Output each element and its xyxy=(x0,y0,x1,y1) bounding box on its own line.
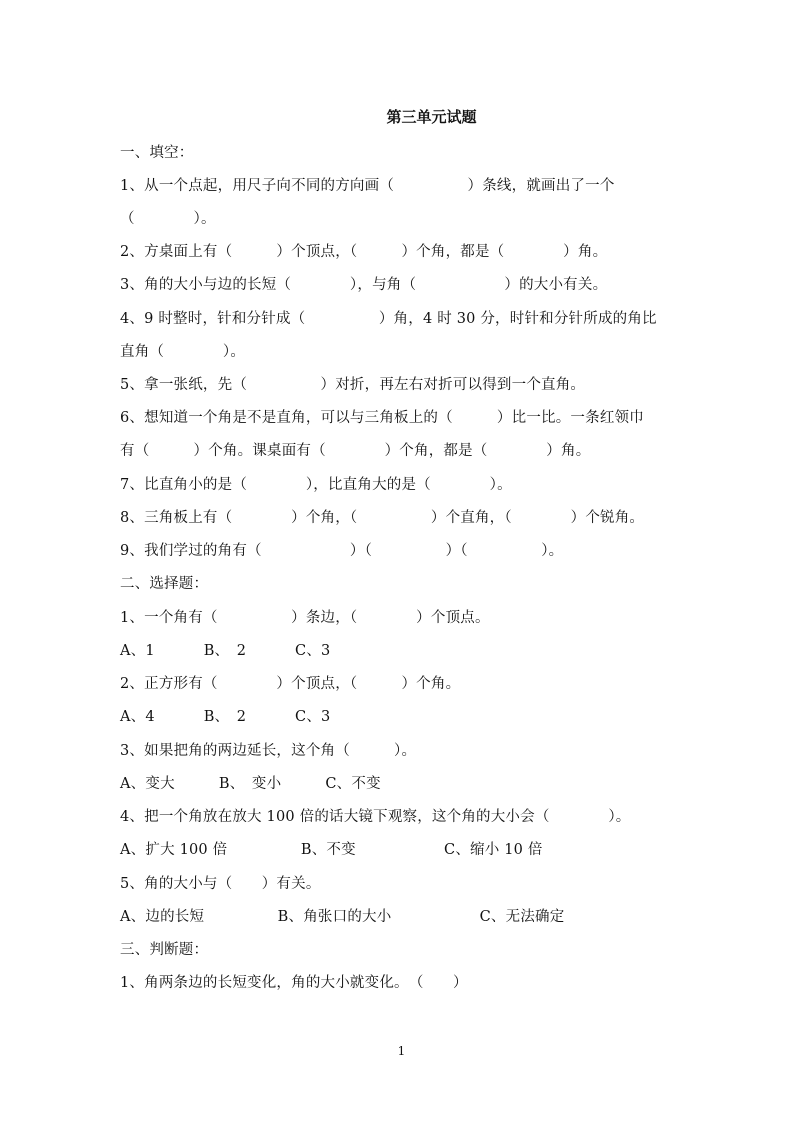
question-line: 3、如果把角的两边延长，这个角（ ）。 xyxy=(120,743,417,759)
answer-options: A、1 B、 2 C、3 xyxy=(120,643,331,659)
question-line: 5、角的大小与（ ）有关。 xyxy=(120,876,321,892)
section-heading-fill-in: 一、填空： xyxy=(120,145,194,161)
section-heading-choice: 二、选择题： xyxy=(120,576,209,592)
question-line: 2、方桌面上有（ ）个顶点，（ ）个角，都是（ ）角。 xyxy=(120,244,608,260)
page-title: 第三单元试题 xyxy=(386,108,477,126)
question-line: 直角（ ）。 xyxy=(120,344,246,360)
question-line: 7、比直角小的是（ ），比直角大的是（ ）。 xyxy=(120,477,512,493)
question-line: 4、9 时整时，针和分针成（ ）角，4 时 30 分，时针和分针所成的角比 xyxy=(120,311,657,327)
answer-options: A、边的长短 B、角张口的大小 C、无法确定 xyxy=(120,909,565,925)
question-line: 2、正方形有（ ）个顶点，（ ）个角。 xyxy=(120,676,461,692)
question-line: 6、想知道一个角是不是直角，可以与三角板上的（ ）比一比。一条红领巾 xyxy=(120,410,644,426)
question-line: （ ）。 xyxy=(120,211,216,227)
question-line: 有（ ）个角。课桌面有（ ）个角，都是（ ）角。 xyxy=(120,443,591,459)
answer-options: A、变大 B、 变小 C、不变 xyxy=(120,776,381,792)
question-line: 9、我们学过的角有（ ）（ ）（ ）。 xyxy=(120,543,564,559)
question-line: 8、三角板上有（ ）个角，（ ）个直角，（ ）个锐角。 xyxy=(120,510,645,526)
question-line: 3、角的大小与边的长短（ ），与角（ ）的大小有关。 xyxy=(120,277,608,293)
answer-options: A、4 B、 2 C、3 xyxy=(120,709,331,725)
page-number: 1 xyxy=(397,1044,406,1058)
question-line: 1、一个角有（ ）条边，（ ）个顶点。 xyxy=(120,610,490,626)
answer-options: A、扩大 100 倍 B、不变 C、缩小 10 倍 xyxy=(120,842,543,858)
question-line: 4、把一个角放在放大 100 倍的话大镜下观察，这个角的大小会（ ）。 xyxy=(120,809,631,825)
section-heading-true-false: 三、判断题： xyxy=(120,942,209,958)
question-line: 1、角两条边的长短变化，角的大小就变化。 （ ） xyxy=(120,975,468,991)
question-line: 1、从一个点起，用尺子向不同的方向画（ ）条线，就画出了一个 xyxy=(120,178,615,194)
question-line: 5、拿一张纸，先（ ）对折，再左右对折可以得到一个直角。 xyxy=(120,377,586,393)
